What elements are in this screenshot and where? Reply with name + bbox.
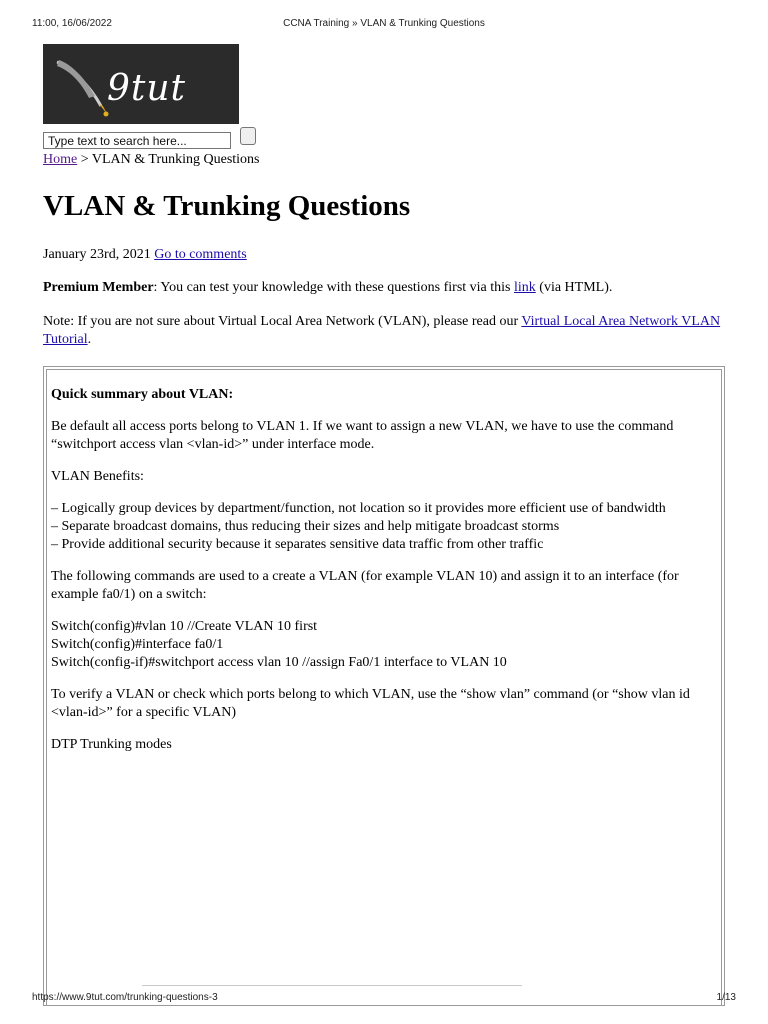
print-footer <box>32 992 736 1006</box>
benefits-list <box>51 500 717 554</box>
premium-member-notice <box>43 280 612 296</box>
tutorial-note <box>43 313 723 349</box>
summary-heading: Quick summary about VLAN: <box>51 387 234 402</box>
print-header <box>32 18 736 32</box>
command-line: Switch(config)#vlan 10 //Create VLAN 10 first <box>51 619 318 634</box>
summary-paragraph-verify: To verify a VLAN or check which ports belong to which VLAN, use the “show vlan” command (or “show vlan id <vlan-id>” for a specific VLAN) <box>51 687 690 720</box>
command-line: Switch(config)#interface fa0/1 <box>51 637 224 652</box>
logo-text: 9tut <box>107 68 187 109</box>
note-text-before: Note: If you are not sure about Virtual Local Area Network (VLAN), please read our <box>43 314 522 329</box>
breadcrumb-separator: > <box>80 152 89 167</box>
divider <box>142 985 522 986</box>
print-page-number: 1/13 <box>716 992 736 1003</box>
search-button[interactable] <box>240 127 256 145</box>
page-title: VLAN & Trunking Questions <box>43 190 411 222</box>
benefit-item: – Separate broadcast domains, thus reducing their sizes and help mitigate broadcast storms <box>51 519 560 534</box>
post-meta <box>43 247 247 263</box>
post-date: January 23rd, 2021 <box>43 247 151 262</box>
benefits-heading: VLAN Benefits: <box>51 469 144 484</box>
vlan-tutorial-link[interactable]: Virtual Local Area Network VLAN Tutorial <box>43 314 721 347</box>
summary-paragraph-commands-intro: The following commands are used to a create a VLAN (for example VLAN 10) and assign it to an interface (for example fa0/1) on a switch: <box>51 569 679 602</box>
breadcrumb-home-link[interactable]: Home <box>43 152 78 167</box>
summary-paragraph-default-vlan: Be default all access ports belong to VLAN 1. If we want to assign a new VLAN, we have to use the command “switchport access vlan <vlan-id>” under interface mode. <box>51 419 674 452</box>
benefit-item: – Logically group devices by department/function, not location so it provides more efficient use of bandwidth <box>51 501 666 516</box>
command-line: Switch(config-if)#switchport access vlan 10 //assign Fa0/1 interface to VLAN 10 <box>51 655 507 670</box>
premium-link[interactable]: link <box>514 280 536 295</box>
note-text-after: . <box>87 332 92 347</box>
breadcrumb <box>43 152 260 168</box>
print-datetime: 11:00, 16/06/2022 <box>32 18 112 29</box>
print-page-title: CCNA Training » VLAN & Trunking Questions <box>283 18 485 29</box>
command-list <box>51 618 717 672</box>
premium-text-after: (via HTML). <box>535 280 613 295</box>
summary-inner-frame <box>46 369 722 1005</box>
site-logo[interactable] <box>43 44 239 124</box>
dtp-heading: DTP Trunking modes <box>51 737 172 752</box>
summary-content <box>51 386 717 768</box>
premium-text-before: : You can test your knowledge with these questions first via this <box>153 280 514 295</box>
premium-label: Premium Member <box>43 280 154 295</box>
vlan-summary-box <box>43 366 725 1006</box>
search-input[interactable] <box>43 132 231 149</box>
breadcrumb-current: VLAN & Trunking Questions <box>91 152 260 167</box>
print-url: https://www.9tut.com/trunking-questions-3 <box>32 992 218 1003</box>
go-to-comments-link[interactable]: Go to comments <box>154 247 247 262</box>
benefit-item: – Provide additional security because it separates sensitive data traffic from other traffic <box>51 537 544 552</box>
